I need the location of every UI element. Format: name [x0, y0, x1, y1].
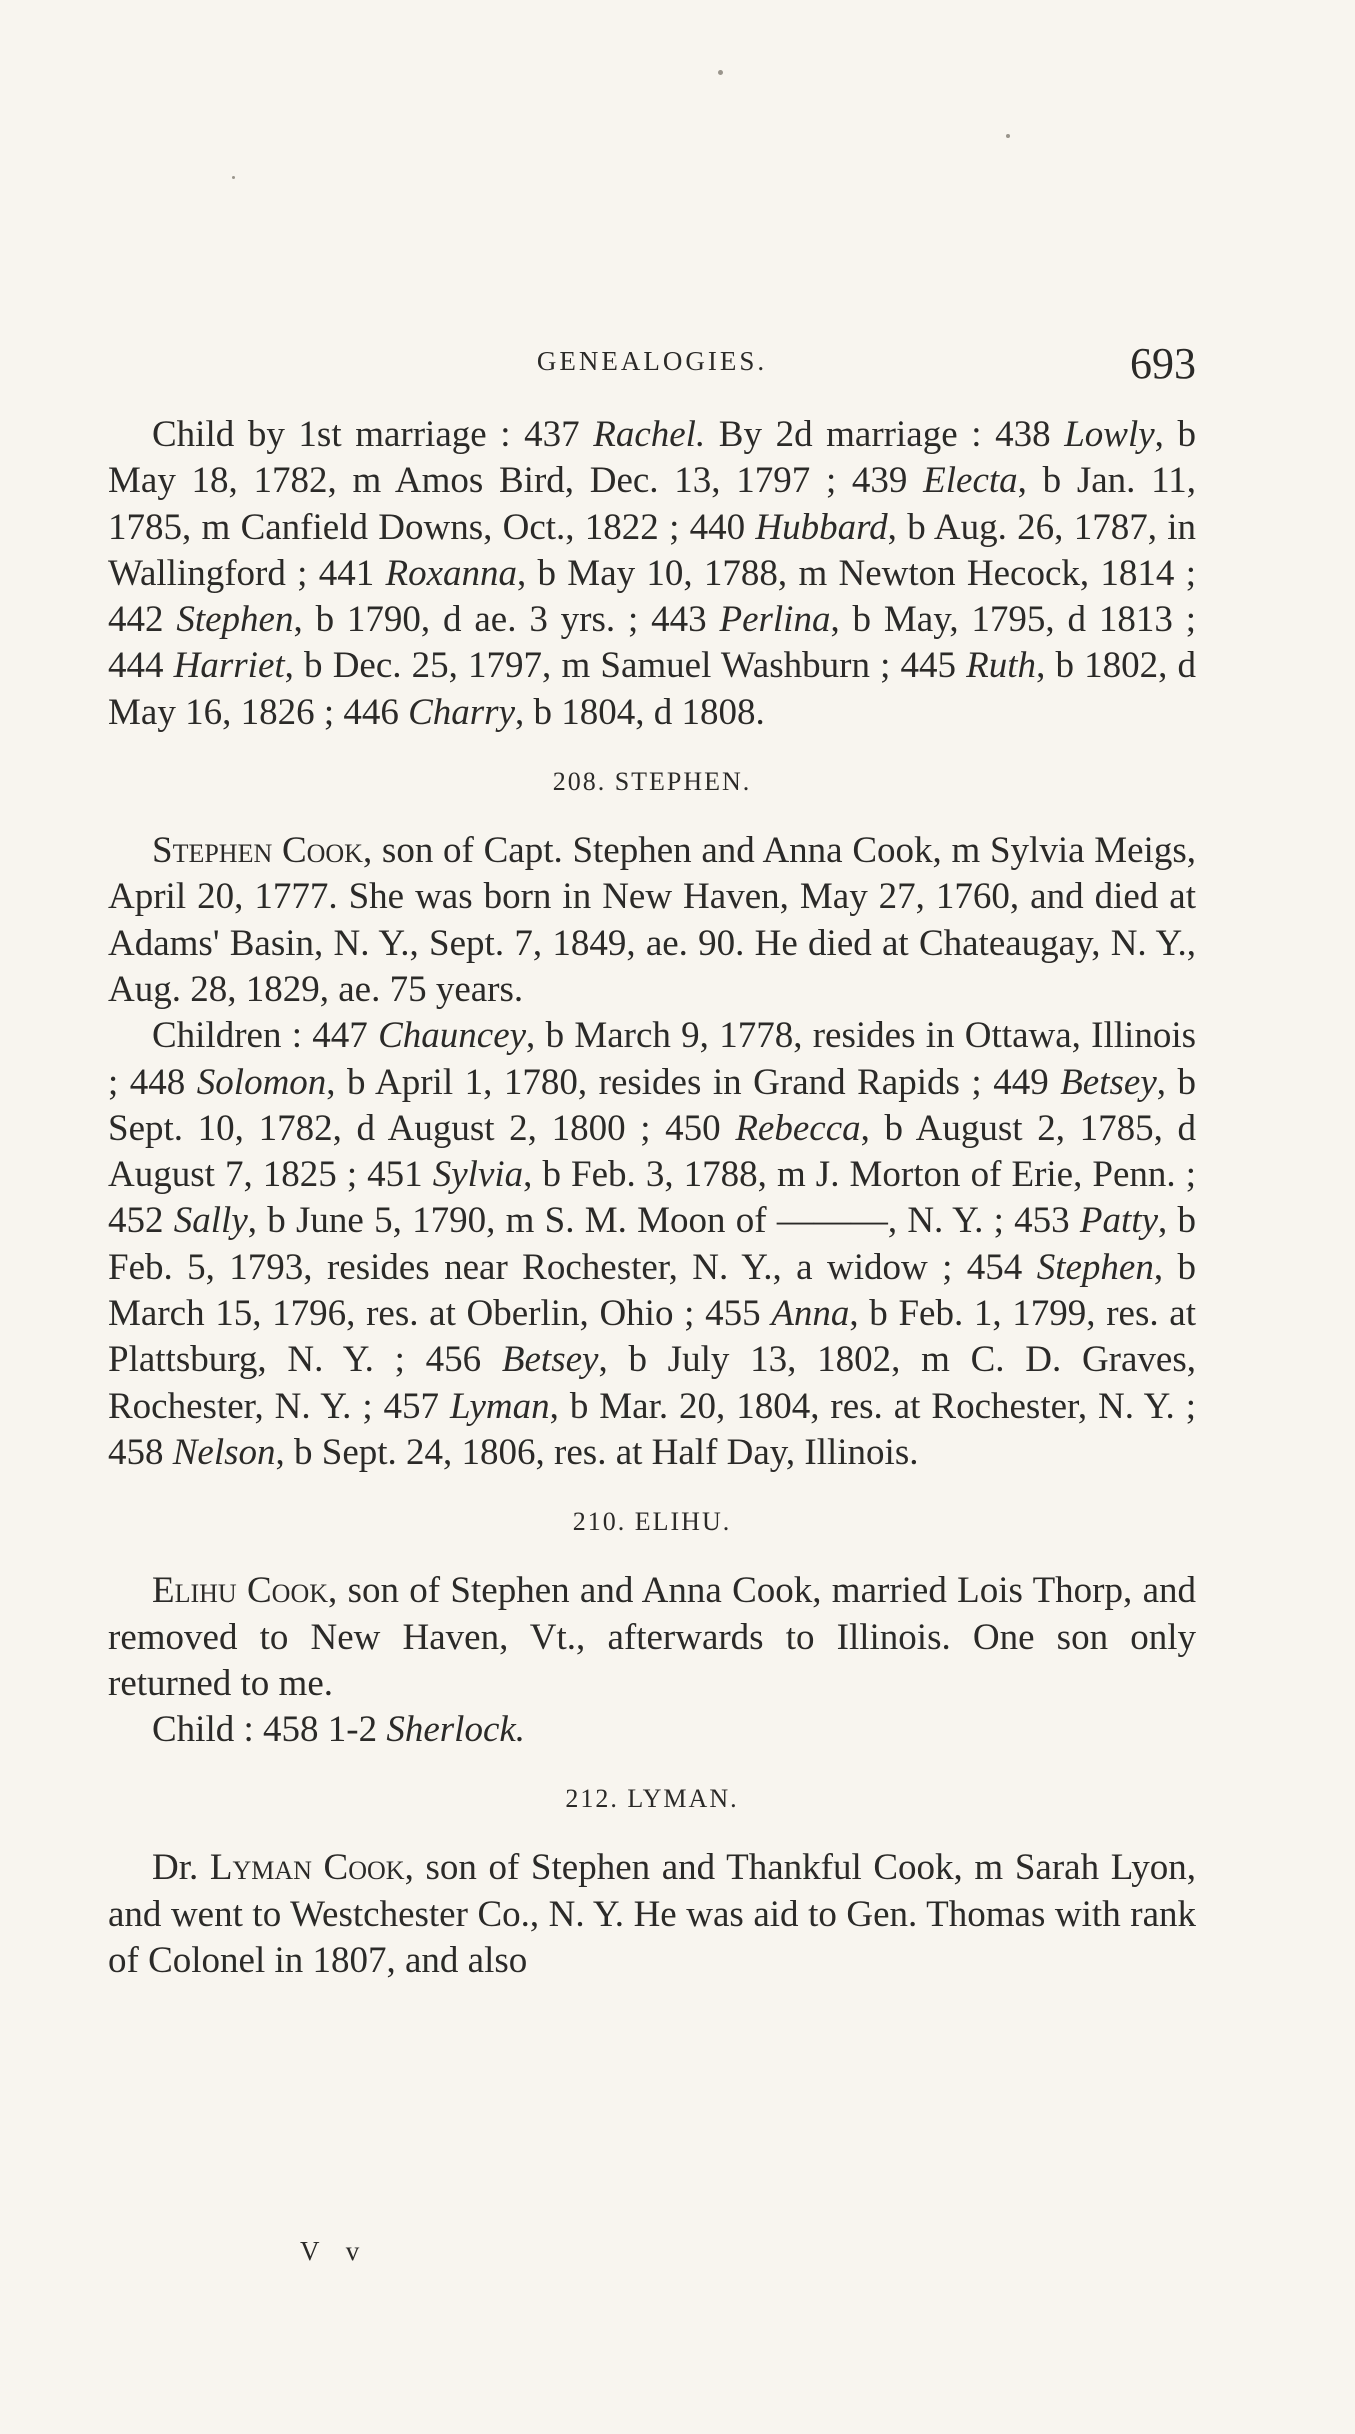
paragraph-children-of-rachel: [108, 412, 1196, 736]
child-name: Stephen: [176, 599, 294, 641]
child-name: Hubbard: [755, 506, 888, 548]
text-run: , b Feb. 1, 1799, res. at Plattsburg, N. Y. ; 456: [108, 1293, 1196, 1381]
text-run: Children : 447: [152, 1015, 379, 1057]
paper-speck: [232, 176, 235, 179]
child-name: Patty: [1079, 1200, 1158, 1242]
text-run: , b 1802, d May 16, 1826 ; 446: [108, 645, 1197, 733]
text-run: , b June 5, 1790, m S. M. Moon of ———, N. Y. ; 453: [247, 1200, 1080, 1242]
child-name: Rachel.: [593, 414, 706, 455]
child-name: Sally: [173, 1200, 248, 1242]
child-name: Lyman: [450, 1385, 550, 1427]
text-run: , son of Stephen and Anna Cook, married Lois Thorp, and removed to New Haven, Vt., afterwards to Illinois. One son only returned to me.: [108, 1570, 1196, 1704]
text-run: , b April 1, 1780, resides in Grand Rapids ; 449: [326, 1061, 1061, 1103]
paper-speck: [718, 70, 723, 75]
body-text: [108, 412, 1196, 1984]
paper-speck: [1006, 134, 1010, 138]
text-run: , b August 2, 1785, d August 7, 1825 ; 451: [108, 1107, 1197, 1196]
text-run: , b Sept. 10, 1782, d August 2, 1800 ; 450: [108, 1061, 1197, 1149]
paragraph-stephen-bio: [108, 828, 1196, 1013]
person-name: Lyman Cook: [209, 1847, 405, 1889]
child-name: Electa: [923, 460, 1018, 502]
text-run: , b Jan. 11, 1785, m Canfield Downs, Oct., 1822 ; 440: [108, 460, 1196, 548]
text-run: , b Mar. 20, 1804, res. at Rochester, N. Y. ; 458: [108, 1385, 1196, 1473]
child-name: Ruth: [966, 645, 1037, 687]
child-name: Sylvia: [432, 1154, 524, 1196]
text-run: , b 1790, d ae. 3 yrs. ; 443: [293, 599, 720, 641]
text-run: , b Sept. 24, 1806, res. at Half Day, Illinois.: [275, 1431, 919, 1473]
child-name: Nelson: [172, 1431, 276, 1473]
paragraph-lyman-bio: [108, 1845, 1196, 1984]
person-name: Elihu Cook: [152, 1570, 329, 1612]
text-run: , b Dec. 25, 1797, m Samuel Washburn ; 445: [284, 645, 967, 687]
section-heading-212: 212. LYMAN.: [565, 1784, 739, 1814]
paragraph-stephen-children: [108, 1013, 1196, 1476]
text-run: By 2d marriage : 438: [705, 414, 1065, 455]
text-run: , b March 9, 1778, resides in Ottawa, Illinois ; 448: [108, 1015, 1197, 1103]
child-name: Perlina: [719, 599, 831, 641]
paragraph-elihu-child: [108, 1707, 1196, 1753]
child-name: Roxanna: [385, 552, 517, 594]
text-run: , b 1804, d 1808.: [515, 691, 765, 733]
page-number: 693: [1130, 339, 1196, 388]
text-run: , son of Stephen and Thankful Cook, m Sarah Lyon, and went to Westchester Co., N. Y. He was aid to Gen. Thomas with rank of Colonel in 1807, and also: [108, 1847, 1196, 1982]
text-run: , b Feb. 3, 1788, m J. Morton of Erie, Penn. ; 452: [108, 1154, 1196, 1242]
child-name: Anna: [771, 1293, 850, 1335]
section-heading-208: 208. STEPHEN.: [552, 767, 752, 797]
text-run: , b May 18, 1782, m Amos Bird, Dec. 13, 1797 ; 439: [108, 414, 1196, 502]
text-run: Child by 1st marriage : 437: [152, 414, 594, 455]
child-name: Betsey: [1060, 1061, 1157, 1103]
signature-mark: V v: [300, 2236, 370, 2266]
text-run: , b May, 1795, d 1813 ; 444: [108, 599, 1196, 687]
text-run: , b May 10, 1788, m Newton Hecock, 1814 ; 442: [108, 552, 1196, 641]
text-run: , b Feb. 5, 1793, resides near Rochester, N. Y., a widow ; 454: [108, 1200, 1197, 1288]
text-run: , b July 13, 1802, m C. D. Graves, Rochester, N. Y. ; 457: [108, 1339, 1196, 1427]
paragraph-elihu-bio: [108, 1568, 1196, 1707]
person-name: Stephen Cook: [152, 830, 363, 872]
child-name: Harriet: [173, 645, 285, 687]
text-run: , b March 15, 1796, res. at Oberlin, Ohio ; 455: [108, 1246, 1196, 1335]
child-name: Lowly: [1064, 414, 1155, 455]
child-name: Chauncey: [378, 1015, 527, 1057]
child-name: Charry: [408, 691, 516, 733]
text-run: Dr.: [152, 1847, 210, 1889]
child-name: Sherlock.: [386, 1709, 526, 1751]
text-run: , b Aug. 26, 1787, in Wallingford ; 441: [108, 506, 1196, 594]
child-name: Rebecca: [735, 1107, 861, 1149]
page-header: [108, 338, 1196, 398]
child-name: Stephen: [1036, 1246, 1154, 1288]
child-name: Betsey: [501, 1339, 599, 1381]
child-name: Solomon: [196, 1061, 327, 1103]
section-heading-210: 210. ELIHU.: [572, 1507, 732, 1537]
text-run: Child : 458 1-2: [152, 1709, 387, 1751]
text-run: , son of Capt. Stephen and Anna Cook, m Sylvia Meigs, April 20, 1777. She was born in New Haven, May 27, 1760, and died at Adams' Basin, N. Y., Sept. 7, 1849, ae. 90. He died at Chateaugay, N. Y., Aug. 28, 1829, ae. 75 years.: [108, 830, 1196, 1010]
running-title: GENEALOGIES.: [536, 346, 768, 376]
